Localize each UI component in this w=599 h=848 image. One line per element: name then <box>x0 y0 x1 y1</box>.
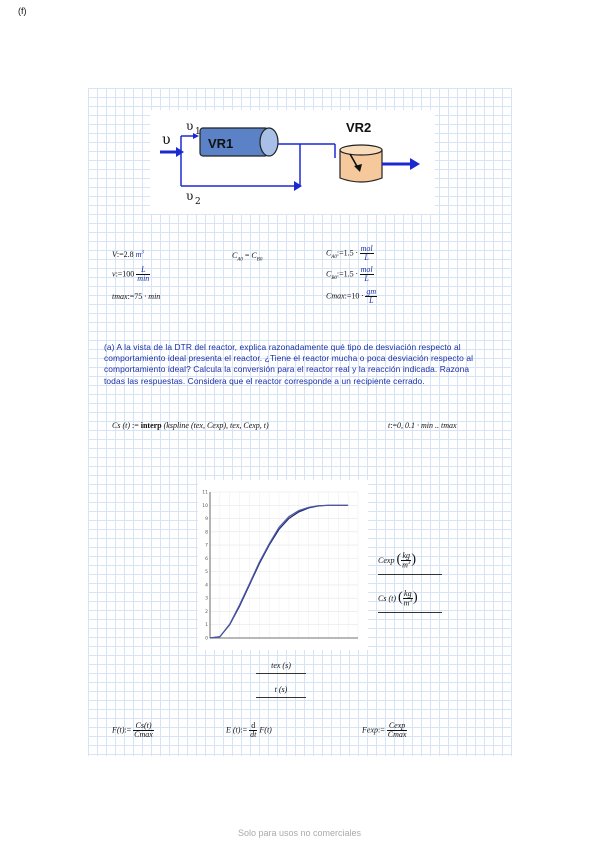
flow-2-sub: 2 <box>195 197 201 207</box>
def-tmax: tmax:=75 · min <box>112 292 161 301</box>
question-text: (a) A la vista de la DTR del reactor, explica razonadamente qué tipo de desviación respecto al comportamiento ideal presenta el reactor. ¿Tiene el reactor mucha o poca desviación respecto al comportamiento ideal? Calcula la conversión para el reactor real y la reacción indicada. Razona todas las respuestas. Considera que el reactor corresponde a un recipiente cerrado. <box>104 342 474 386</box>
flow-2-label: υ <box>186 189 194 203</box>
def-F: F(t):= $\frac{Cs(t)}{Cmax}$ <box>112 721 153 739</box>
legend-y-cs: Cs (t) ( $\frac{kg}{m^3}$ ) <box>378 590 442 613</box>
y-tick-label-10: 10 <box>202 503 208 509</box>
vr2-top <box>340 145 382 155</box>
y-tick-label-8: 8 <box>205 530 208 536</box>
y-tick-label-0: 0 <box>205 636 208 642</box>
def-ca0-equals-cb0: $C_{A0} = C_{B0}$ <box>232 251 263 263</box>
legend-x-t: t (s) <box>256 685 306 698</box>
vr2-outlet-arrowhead <box>410 158 420 170</box>
flow-1-label: υ <box>186 119 194 133</box>
y-tick-label-2: 2 <box>205 609 208 615</box>
def-Fexp: Fexp:= $\frac{Cexp}{Cmax}$ <box>362 721 407 739</box>
vr1-cap <box>260 128 278 156</box>
dtr-chart-svg <box>198 480 368 650</box>
flow-in-label: υ <box>162 132 171 148</box>
legend-x-tex: tex (s) <box>256 661 306 674</box>
y-tick-label-9: 9 <box>205 517 208 523</box>
y-tick-label-11: 11 <box>202 490 208 496</box>
footer-watermark: Solo para usos no comerciales <box>237 828 362 838</box>
corner-mark: (f) <box>18 6 27 16</box>
def-volume: V:=2.8 $m^3$ <box>112 250 144 259</box>
y-tick-label-1: 1 <box>205 623 208 629</box>
reactor-diagram-svg <box>150 110 435 214</box>
y-tick-label-7: 7 <box>205 543 208 549</box>
def-cmax: Cmax:=10 · $\frac{gm}{L}$ <box>326 287 377 305</box>
def-flowrate: v:=100 $\frac{L}{\min}$ <box>112 265 150 283</box>
def-t-range: t:=0, 0.1 · min .. tmax <box>388 421 457 430</box>
legend-y-cexp: Cexp ( $\frac{kg}{m^3}$ ) <box>378 552 442 575</box>
vr1-label: VR1 <box>208 136 234 151</box>
inlet-arrowhead <box>176 147 184 157</box>
vr2-label: VR2 <box>346 120 372 135</box>
flow-1-sub: 1 <box>195 127 201 137</box>
y-tick-label-6: 6 <box>205 556 208 562</box>
reactor-diagram <box>150 110 435 214</box>
def-cb0: $C_{B0}:=1.5$ · $\frac{\text{mol}}{L}$ <box>326 265 373 283</box>
y-tick-label-3: 3 <box>205 596 208 602</box>
dtr-plot <box>198 480 368 650</box>
def-ca0: $C_{A0}:=1.5$ · $\frac{\text{mol}}{L}$ <box>326 244 373 262</box>
y-tick-label-5: 5 <box>205 570 208 576</box>
def-E: E (t):= $\frac{d}{dt}$ F(t) <box>226 721 272 739</box>
def-cs-interp: Cs (t) := interp (kspline (tex, Cexp), tex, Cexp, t) <box>112 421 269 430</box>
y-tick-label-4: 4 <box>205 583 208 589</box>
